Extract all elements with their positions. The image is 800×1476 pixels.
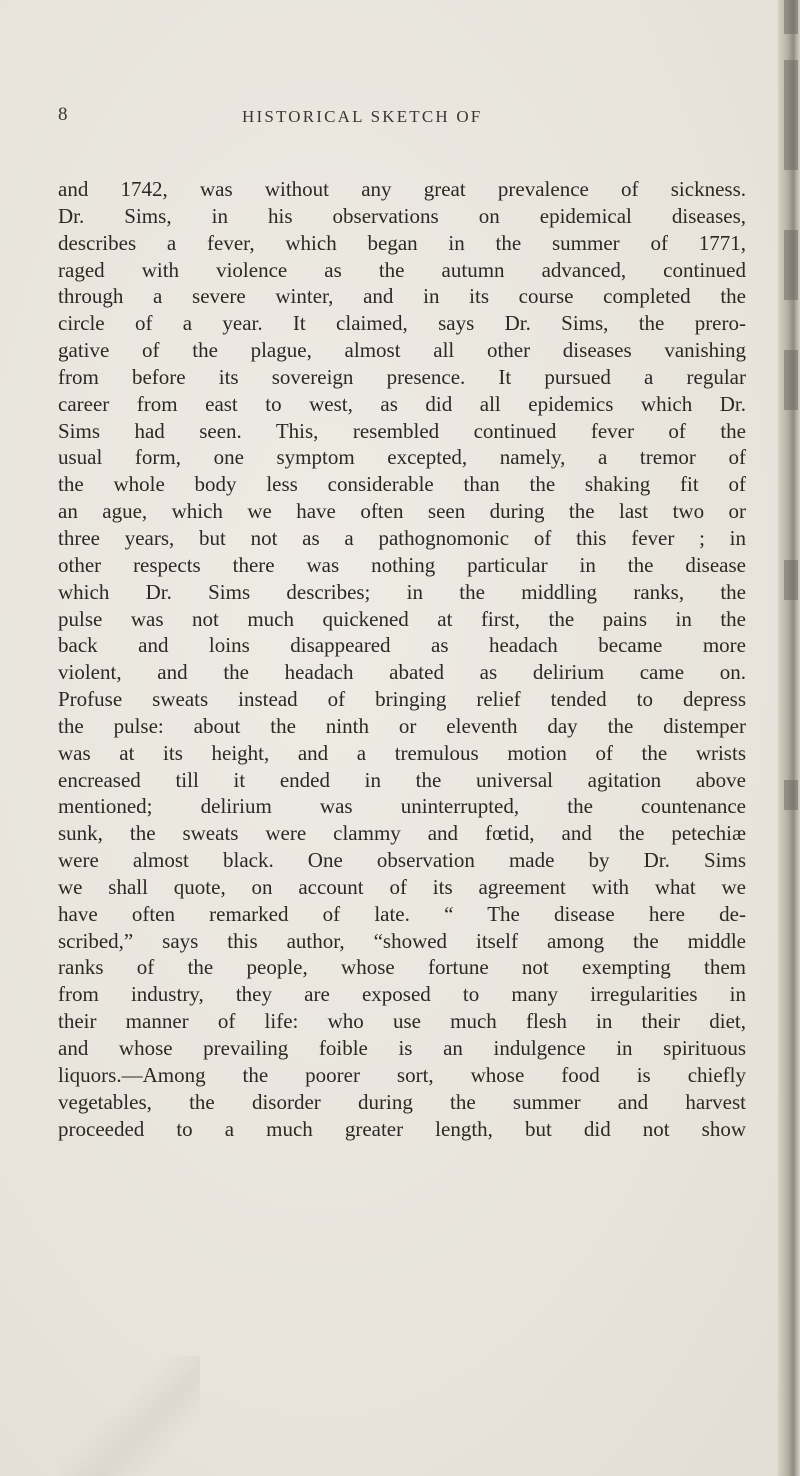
- text-line: raged with violence as the autumn advanced, continued: [58, 257, 746, 282]
- text-line: Profuse sweats instead of bringing relief tended to depress: [58, 687, 746, 712]
- page-number: 8: [58, 104, 69, 125]
- text-line: pulse was not much quickened at first, the pains in the: [58, 606, 746, 631]
- text-line: proceeded to a much greater length, but did not show: [58, 1116, 746, 1141]
- text-line: vegetables, the disorder during the summer and harvest: [58, 1089, 746, 1114]
- edge-wear-mark: [784, 230, 798, 300]
- body-text: [58, 176, 746, 1142]
- text-line: and whose prevailing foible is an indulgence in spirituous: [58, 1036, 746, 1060]
- text-line: other respects there was nothing particular in the disease: [58, 552, 746, 577]
- edge-wear-mark: [784, 350, 798, 410]
- edge-wear-mark: [784, 560, 798, 600]
- paper-fold-shadow: [60, 1356, 200, 1476]
- running-head-title: HISTORICAL SKETCH OF: [242, 107, 483, 126]
- text-line: from before its sovereign presence. It pursued a regular: [58, 364, 746, 389]
- text-line: their manner of life: who use much flesh in their diet,: [58, 1009, 746, 1034]
- text-line: violent, and the headach abated as delirium came on.: [58, 660, 746, 685]
- text-line: Sims had seen. This, resembled continued fever of the: [58, 418, 746, 443]
- text-line: encreased till it ended in the universal agitation above: [58, 767, 746, 792]
- text-line: which Dr. Sims describes; in the middling ranks, the: [58, 579, 746, 604]
- text-line: were almost black. One observation made by Dr. Sims: [58, 848, 746, 873]
- text-line: the pulse: about the ninth or eleventh day the distemper: [58, 713, 746, 738]
- edge-wear-mark: [784, 780, 798, 810]
- edge-wear-mark: [784, 60, 798, 170]
- text-line: ranks of the people, whose fortune not exempting them: [58, 955, 746, 980]
- page-edge-binding: [778, 0, 800, 1476]
- text-line: usual form, one symptom excepted, namely, a tremor of: [58, 445, 746, 470]
- text-line: describes a fever, which began in the summer of 1771,: [58, 230, 746, 255]
- text-line: Dr. Sims, in his observations on epidemical diseases,: [58, 203, 746, 228]
- text-line: through a severe winter, and in its course completed the: [58, 284, 746, 309]
- text-line: gative of the plague, almost all other diseases vanishing: [58, 338, 746, 363]
- text-line: the whole body less considerable than the shaking fit of: [58, 472, 746, 497]
- text-line: we shall quote, on account of its agreement with what we: [58, 874, 746, 899]
- text-line: back and loins disappeared as headach became more: [58, 633, 746, 658]
- text-line: was at its height, and a tremulous motion of the wrists: [58, 740, 746, 765]
- text-line: liquors.—Among the poorer sort, whose food is chiefly: [58, 1062, 746, 1087]
- text-line: circle of a year. It claimed, says Dr. Sims, the prero-: [58, 311, 746, 336]
- text-line: mentioned; delirium was uninterrupted, the countenance: [58, 794, 746, 819]
- text-line: career from east to west, as did all epidemics which Dr.: [58, 391, 746, 416]
- text-line: have often remarked of late. “ The disease here de-: [58, 901, 746, 926]
- text-line: scribed,” says this author, “showed itself among the middle: [58, 928, 746, 953]
- edge-wear-mark: [784, 0, 798, 34]
- text-line: three years, but not as a pathognomonic of this fever ; in: [58, 525, 746, 550]
- text-line: and 1742, was without any great prevalence of sickness.: [58, 177, 746, 201]
- text-line: from industry, they are exposed to many irregularities in: [58, 982, 746, 1007]
- text-line: sunk, the sweats were clammy and fœtid, and the petechiæ: [58, 821, 746, 846]
- text-line: an ague, which we have often seen during the last two or: [58, 499, 746, 524]
